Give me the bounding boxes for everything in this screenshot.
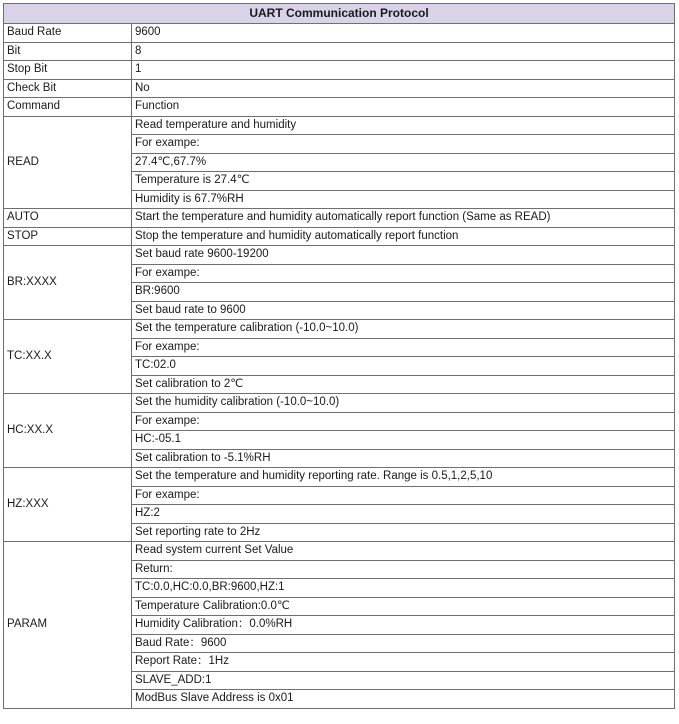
table-row	[4, 320, 675, 339]
command-description: BR:9600	[132, 283, 675, 302]
table-row	[4, 542, 675, 561]
command-description: HC:-05.1	[132, 431, 675, 450]
command-description: Return:	[132, 560, 675, 579]
row-value: No	[132, 79, 675, 98]
table-row	[4, 246, 675, 265]
table-row	[4, 468, 675, 487]
table-title: UART Communication Protocol	[4, 4, 675, 24]
command-description: For exampe:	[132, 264, 675, 283]
row-value: 1	[132, 61, 675, 80]
command-description: Humidity is 67.7%RH	[132, 190, 675, 209]
command-description: TC:0.0,HC:0.0,BR:9600,HZ:1	[132, 579, 675, 598]
row-key: Stop Bit	[4, 61, 132, 80]
command-description: Temperature is 27.4℃	[132, 172, 675, 191]
command-description: Report Rate：1Hz	[132, 653, 675, 672]
command-description: Set baud rate 9600-19200	[132, 246, 675, 265]
table-row	[4, 79, 675, 98]
row-key: Command	[4, 98, 132, 117]
command-name: TC:XX.X	[4, 320, 132, 394]
command-name: AUTO	[4, 209, 132, 228]
command-description: For exampe:	[132, 486, 675, 505]
title-row	[4, 4, 675, 24]
command-name: BR:XXXX	[4, 246, 132, 320]
command-name: STOP	[4, 227, 132, 246]
command-description: For exampe:	[132, 412, 675, 431]
command-description: For exampe:	[132, 135, 675, 154]
command-description: Stop the temperature and humidity automatically report function	[132, 227, 675, 246]
command-description: TC:02.0	[132, 357, 675, 376]
table-row	[4, 24, 675, 43]
command-description: Set baud rate to 9600	[132, 301, 675, 320]
command-description: Set the humidity calibration (-10.0~10.0)	[132, 394, 675, 413]
table-body	[4, 24, 675, 709]
command-name: PARAM	[4, 542, 132, 709]
command-description: Read system current Set Value	[132, 542, 675, 561]
row-key: Bit	[4, 42, 132, 61]
row-value: 8	[132, 42, 675, 61]
command-description: Read temperature and humidity	[132, 116, 675, 135]
command-description: HZ:2	[132, 505, 675, 524]
command-description: Set the temperature calibration (-10.0~10.0)	[132, 320, 675, 339]
table-row	[4, 42, 675, 61]
command-name: HC:XX.X	[4, 394, 132, 468]
uart-protocol-table	[3, 3, 675, 709]
command-name: HZ:XXX	[4, 468, 132, 542]
row-key: Check Bit	[4, 79, 132, 98]
command-description: Baud Rate：9600	[132, 634, 675, 653]
command-name: READ	[4, 116, 132, 209]
command-description: Humidity Calibration：0.0%RH	[132, 616, 675, 635]
command-description: 27.4℃,67.7%	[132, 153, 675, 172]
command-description: Set reporting rate to 2Hz	[132, 523, 675, 542]
row-value: 9600	[132, 24, 675, 43]
row-value: Function	[132, 98, 675, 117]
row-key: Baud Rate	[4, 24, 132, 43]
table-row	[4, 61, 675, 80]
table-row	[4, 98, 675, 117]
table-row	[4, 116, 675, 135]
command-description: Set calibration to 2℃	[132, 375, 675, 394]
command-description: Start the temperature and humidity automatically report function (Same as READ)	[132, 209, 675, 228]
command-description: Set calibration to -5.1%RH	[132, 449, 675, 468]
table-row	[4, 394, 675, 413]
command-description: Set the temperature and humidity reporting rate. Range is 0.5,1,2,5,10	[132, 468, 675, 487]
table-row	[4, 209, 675, 228]
command-description: For exampe:	[132, 338, 675, 357]
command-description: Temperature Calibration:0.0℃	[132, 597, 675, 616]
command-description: SLAVE_ADD:1	[132, 671, 675, 690]
command-description: ModBus Slave Address is 0x01	[132, 690, 675, 709]
table-row	[4, 227, 675, 246]
